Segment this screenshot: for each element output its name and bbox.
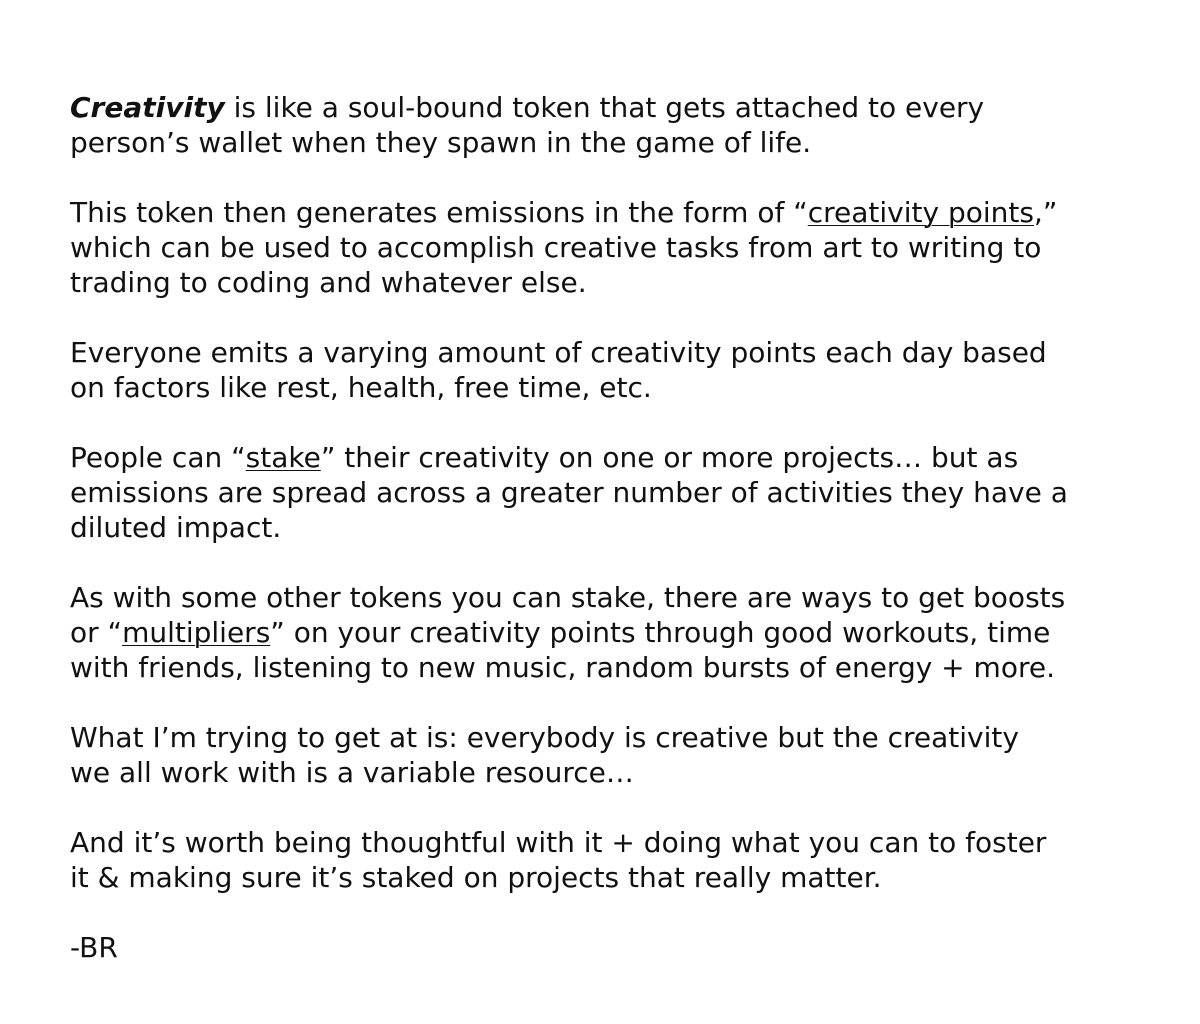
paragraph-daily-emission (70, 335, 1180, 405)
text-segment: or “ (70, 616, 123, 649)
document-body (70, 90, 1180, 965)
paragraph-variable-resource (70, 720, 1180, 790)
text-segment: This token then generates emissions in the form of “ (70, 196, 808, 229)
text-line (70, 615, 1180, 650)
text-line (70, 440, 1180, 475)
paragraph-emissions (70, 195, 1180, 300)
creativity-points-link[interactable]: creativity points (807, 196, 1034, 229)
paragraph-creativity-token (70, 90, 1180, 160)
paragraph-conclusion (70, 825, 1180, 895)
text-segment: People can “ (70, 441, 246, 474)
text-segment: ” their creativity on one or more projects… but as (320, 441, 1019, 474)
stake-link[interactable]: stake (245, 441, 321, 474)
text-segment: ,” (1033, 196, 1058, 229)
paragraph-staking (70, 440, 1180, 545)
multipliers-link[interactable]: multipliers (122, 616, 271, 649)
text-line: What I’m trying to get at is: everybody is creative but the creativity (70, 721, 1019, 754)
text-segment: ” on your creativity points through good workouts, time (270, 616, 1051, 649)
text-line (70, 195, 1180, 230)
text-line: which can be used to accomplish creative tasks from art to writing to (70, 231, 1042, 264)
text-line: it & making sure it’s staked on projects that really matter. (70, 861, 882, 894)
text-line: person’s wallet when they spawn in the game of life. (70, 126, 812, 159)
lead-word: Creativity (70, 91, 225, 124)
paragraph-multipliers (70, 580, 1180, 685)
text-line: Everyone emits a varying amount of creativity points each day based (70, 336, 1047, 369)
signature: -BR (70, 931, 118, 964)
text-segment: is like a soul-bound token that gets attached to every (224, 91, 985, 124)
text-line: on factors like rest, health, free time, etc. (70, 371, 652, 404)
text-line: diluted impact. (70, 511, 282, 544)
text-line: emissions are spread across a greater number of activities they have a (70, 476, 1068, 509)
text-line: As with some other tokens you can stake, there are ways to get boosts (70, 581, 1066, 614)
text-line: trading to coding and whatever else. (70, 266, 587, 299)
text-line: we all work with is a variable resource… (70, 756, 634, 789)
text-line: And it’s worth being thoughtful with it + doing what you can to foster (70, 826, 1047, 859)
text-line (70, 90, 1180, 125)
text-line: with friends, listening to new music, random bursts of energy + more. (70, 651, 1055, 684)
